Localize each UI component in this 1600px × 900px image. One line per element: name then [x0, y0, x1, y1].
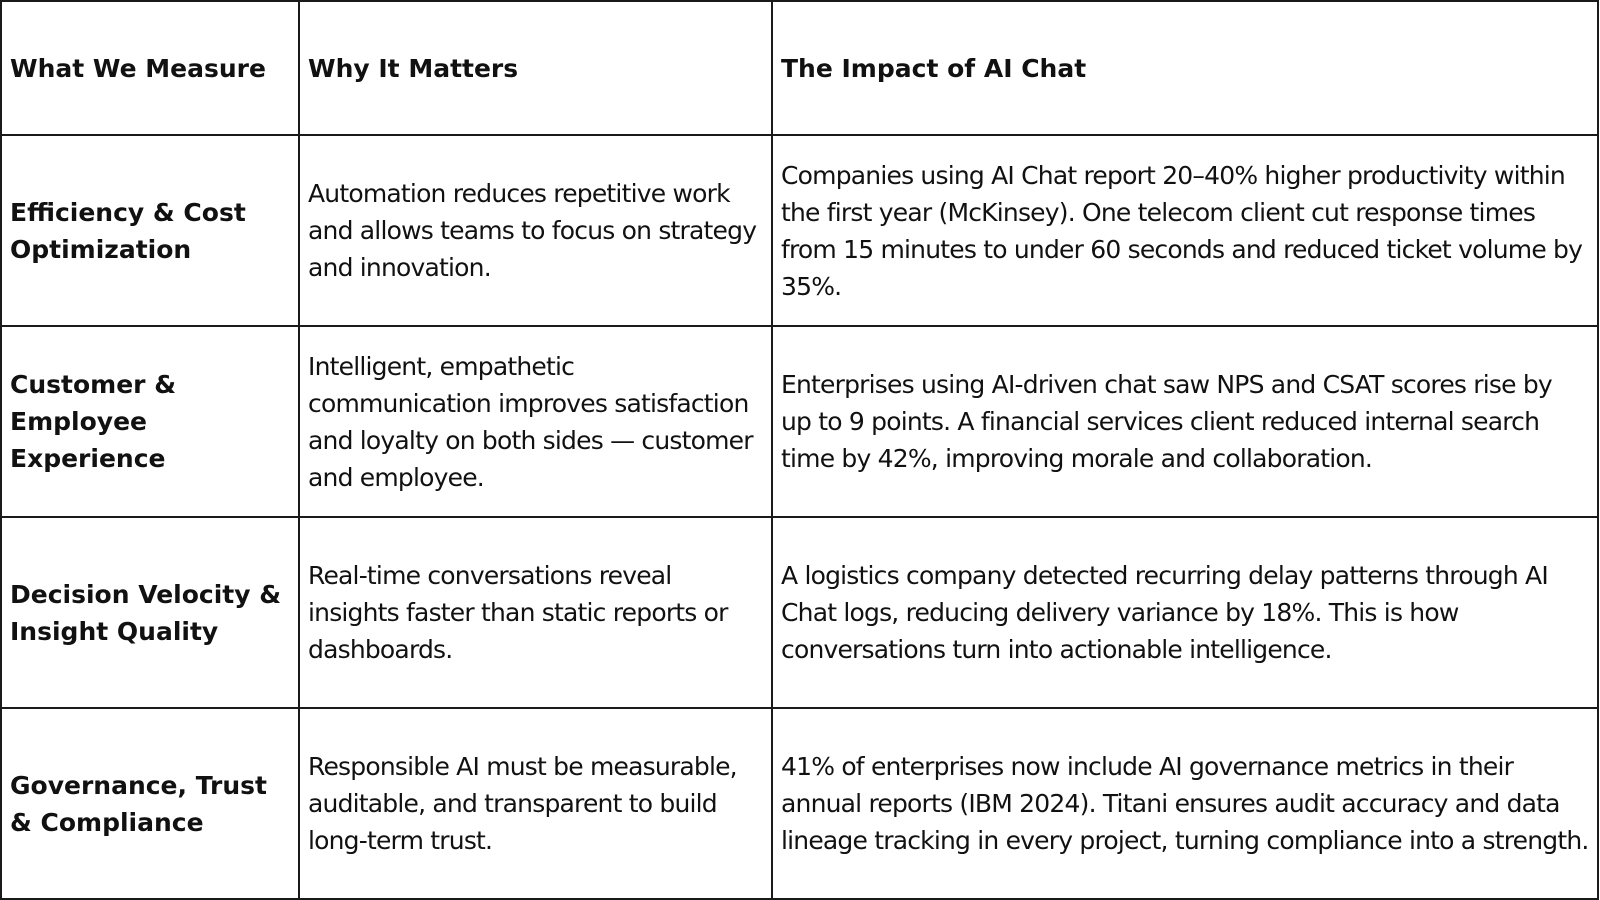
header-impact-of-ai-chat: The Impact of AI Chat	[772, 1, 1598, 135]
table-row	[1, 708, 1598, 899]
table-header-row	[1, 1, 1598, 135]
why-cell: Intelligent, empathetic communication improves satisfaction and loyalty on both sides — customer and employee.	[299, 326, 772, 517]
table-row	[1, 326, 1598, 517]
impact-cell: Companies using AI Chat report 20–40% higher productivity within the first year (McKinsey). One telecom client cut response times from 15 minutes to under 60 seconds and reduced ticket volume by 35%.	[772, 135, 1598, 326]
why-cell: Responsible AI must be measurable, auditable, and transparent to build long-term trust.	[299, 708, 772, 899]
impact-cell: A logistics company detected recurring delay patterns through AI Chat logs, reducing delivery variance by 18%. This is how conversations turn into actionable intelligence.	[772, 517, 1598, 708]
header-why-it-matters: Why It Matters	[299, 1, 772, 135]
header-what-we-measure: What We Measure	[1, 1, 299, 135]
why-cell: Automation reduces repetitive work and allows teams to focus on strategy and innovation.	[299, 135, 772, 326]
impact-cell: Enterprises using AI-driven chat saw NPS and CSAT scores rise by up to 9 points. A financial services client reduced internal search time by 42%, improving morale and collaboration.	[772, 326, 1598, 517]
table-row	[1, 135, 1598, 326]
impact-cell: 41% of enterprises now include AI governance metrics in their annual reports (IBM 2024). Titani ensures audit accuracy and data lineage tracking in every project, turning compliance into a strength.	[772, 708, 1598, 899]
table-row	[1, 517, 1598, 708]
measure-cell: Efficiency & Cost Optimization	[1, 135, 299, 326]
measure-cell: Decision Velocity & Insight Quality	[1, 517, 299, 708]
measure-cell: Customer & Employee Experience	[1, 326, 299, 517]
measure-cell: Governance, Trust & Compliance	[1, 708, 299, 899]
why-cell: Real-time conversations reveal insights faster than static reports or dashboards.	[299, 517, 772, 708]
